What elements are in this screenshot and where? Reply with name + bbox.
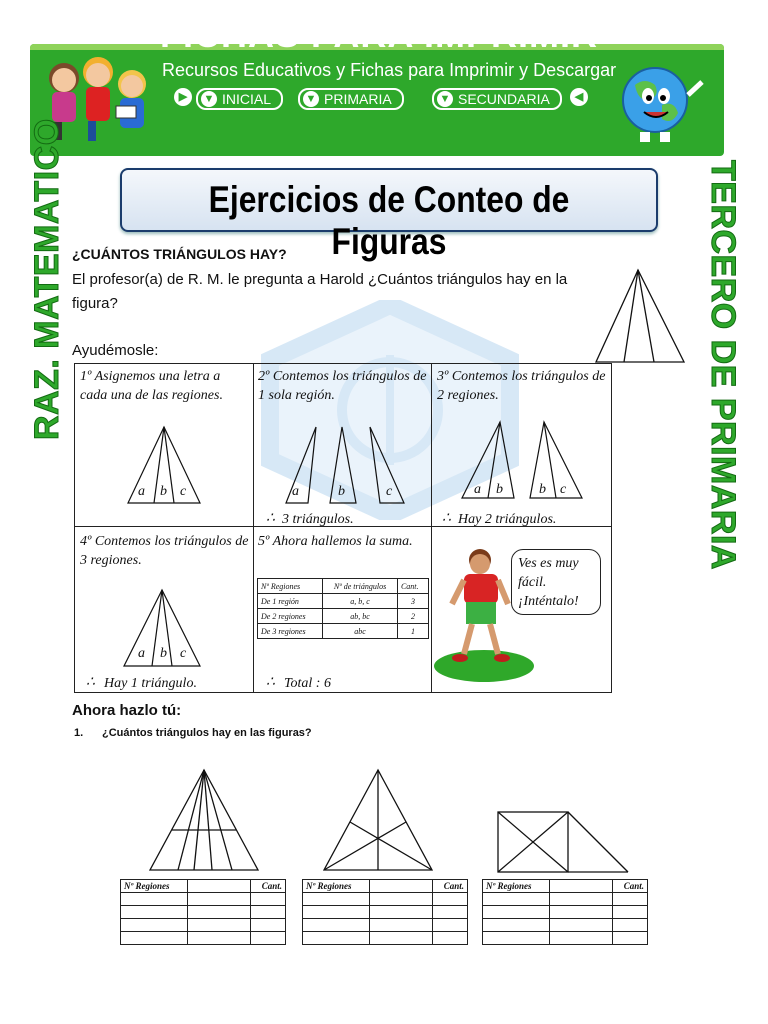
- table-cell: 3: [397, 594, 428, 609]
- table-row: [303, 893, 468, 906]
- table-row: [121, 893, 286, 906]
- table-row: [258, 594, 429, 609]
- label-b: b: [160, 484, 167, 499]
- practice-figure-2: [322, 768, 434, 872]
- answer-table-2: [302, 879, 468, 945]
- side-title-left: RAZ. MATEMATICO: [28, 118, 66, 440]
- example-triangle-figure: [594, 268, 688, 364]
- table-cell: a, b, c: [323, 594, 398, 609]
- arrow-down-icon: ▼: [437, 91, 453, 107]
- table-header: Nº de triángulos: [323, 579, 398, 594]
- speech-text: Ves es muy fácil. ¡Inténtalo!: [518, 556, 579, 609]
- table-header: Nº Regiones: [258, 579, 323, 594]
- question-heading: ¿CUÁNTOS TRIÁNGULOS HAY?: [72, 246, 287, 262]
- table-header: Cant.: [251, 880, 286, 893]
- table-header: Cant.: [433, 880, 468, 893]
- table-cell: De 2 regiones: [258, 609, 323, 624]
- label-c: c: [386, 484, 393, 499]
- table-cell: abc: [323, 624, 398, 639]
- practice-figure-1: [148, 768, 260, 872]
- therefore-icon: ∴: [266, 675, 275, 690]
- nav-inicial-button[interactable]: ▼ INICIAL: [196, 88, 283, 110]
- table-row: [303, 906, 468, 919]
- table-header: [188, 880, 251, 893]
- label-b: b: [338, 484, 345, 499]
- label-c: c: [560, 482, 567, 497]
- table-row: [258, 609, 429, 624]
- table-header: Cant.: [613, 880, 648, 893]
- speech-bubble: [511, 549, 601, 615]
- step-2-text: 2º Contemos los triángulos de 1 sola región.: [258, 369, 427, 403]
- question-text: El profesor(a) de R. M. le pregunta a Harold ¿Cuántos triángulos hay en la figura?: [72, 271, 568, 312]
- step-5-result: Total : 6: [284, 676, 331, 691]
- practice-figure-3: [496, 810, 630, 874]
- label-b: b: [160, 646, 167, 661]
- therefore-icon: ∴: [442, 511, 451, 526]
- step-4-text: 4º Contemos los triángulos de 3 regiones.: [80, 534, 249, 568]
- table-row: [121, 919, 286, 932]
- table-row: [483, 932, 648, 945]
- sum-table: [257, 578, 429, 639]
- table-cell: 2: [397, 609, 428, 624]
- table-cell: 1: [397, 624, 428, 639]
- label-b: b: [539, 482, 546, 497]
- step-3-result: Hay 2 triángulos.: [458, 512, 557, 527]
- step-5-text: 5º Ahora hallemos la suma.: [258, 534, 413, 549]
- nav-left-arrow-icon[interactable]: ▶: [174, 88, 192, 106]
- label-a: a: [474, 482, 481, 497]
- table-header-row: [258, 579, 429, 594]
- table-header: Nº Regiones: [121, 880, 188, 893]
- step-1-text: 1º Asignemos una letra a cada una de las regiones.: [80, 369, 223, 403]
- nav-right-arrow-icon[interactable]: ◀: [570, 88, 588, 106]
- therefore-icon: ∴: [86, 675, 95, 690]
- label-a: a: [138, 484, 145, 499]
- table-header: Cant.: [397, 579, 428, 594]
- side-title-right: TERCERO DE PRIMARIA: [704, 160, 742, 570]
- label-c: c: [180, 484, 187, 499]
- help-label: Ayudémosle:: [72, 342, 159, 359]
- practice-question: ¿Cuántos triángulos hay en las figuras?: [102, 727, 312, 739]
- step-4-result: Hay 1 triángulo.: [104, 676, 197, 691]
- nav-secundaria-button[interactable]: ▼ SECUNDARIA: [432, 88, 562, 110]
- table-row: [303, 932, 468, 945]
- label-a: a: [138, 646, 145, 661]
- table-row: [483, 893, 648, 906]
- step-3-text: 3º Contemos los triángulos de 2 regiones.: [437, 369, 606, 403]
- globe-mascot-icon: [610, 60, 710, 150]
- label-c: c: [180, 646, 187, 661]
- answer-table-1: [120, 879, 286, 945]
- table-row: [483, 919, 648, 932]
- table-header: Nº Regiones: [303, 880, 370, 893]
- arrow-down-icon: ▼: [303, 91, 319, 107]
- table-row: [483, 906, 648, 919]
- table-header: [550, 880, 613, 893]
- brand-subtitle: Recursos Educativos y Fichas para Imprimir y Descargar: [162, 60, 617, 80]
- nav-primaria-button[interactable]: ▼ PRIMARIA: [298, 88, 404, 110]
- worksheet-title: Ejercicios de Conteo de Figuras: [208, 179, 570, 262]
- table-row: [258, 624, 429, 639]
- table-cell: De 3 regiones: [258, 624, 323, 639]
- label-a: a: [292, 484, 299, 499]
- table-row: [303, 919, 468, 932]
- step-2-result: 3 triángulos.: [282, 512, 354, 527]
- therefore-icon: ∴: [266, 511, 275, 526]
- table-header: [370, 880, 433, 893]
- label-b: b: [496, 482, 503, 497]
- brand-title: FICHAS PARA IMPRIMIR: [160, 14, 598, 55]
- practice-heading: Ahora hazlo tú:: [72, 702, 182, 719]
- table-row: [121, 932, 286, 945]
- arrow-down-icon: ▼: [201, 91, 217, 107]
- table-cell: ab, bc: [323, 609, 398, 624]
- table-cell: De 1 región: [258, 594, 323, 609]
- table-row: [121, 906, 286, 919]
- table-header: Nº Regiones: [483, 880, 550, 893]
- answer-table-3: [482, 879, 648, 945]
- question-number: 1.: [74, 727, 84, 739]
